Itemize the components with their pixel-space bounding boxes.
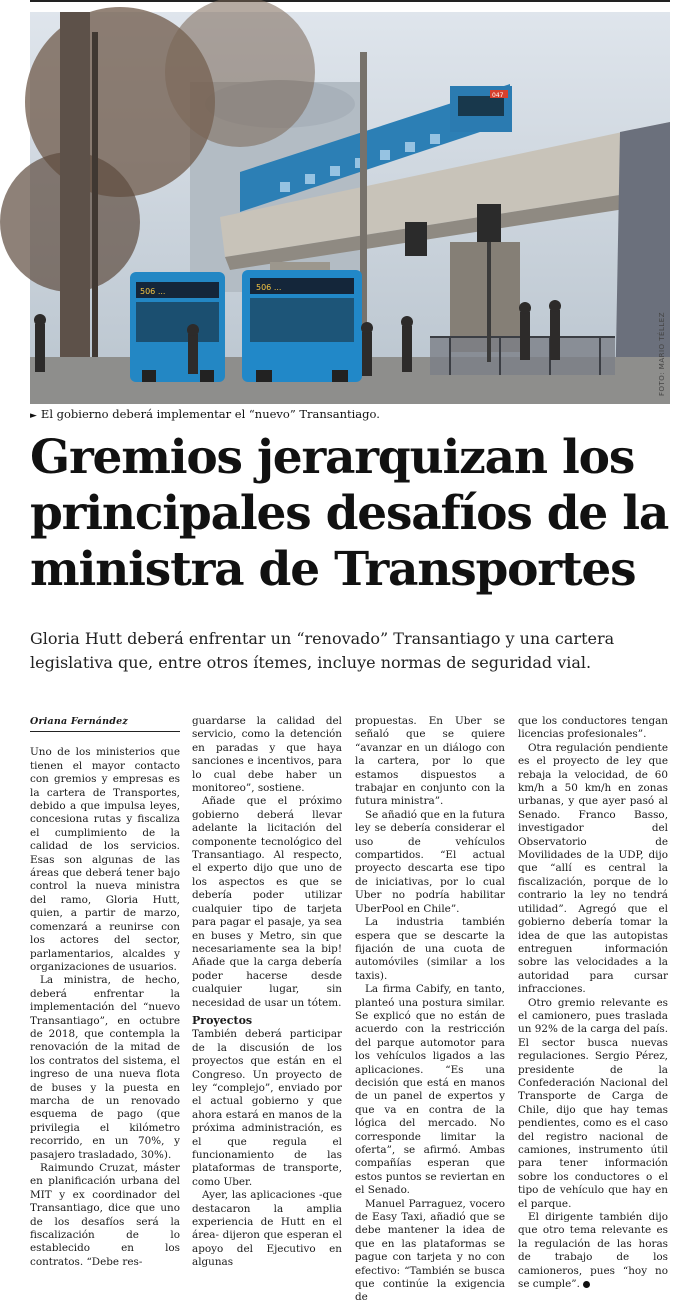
headline: Gremios jerarquizan los principales desafíos de la ministra de Transportes: [30, 430, 669, 597]
paragraph: Otro gremio relevante es el camionero, pues traslada un 92% de la carga del país. El sector busca nuevas regulaciones. Sergio Pérez, presidente de la Confederación Nacional del Transporte de Carga de Chile, dijo que hay temas pendientes, como es el caso del registro nacional de camiones, instrumento útil para tener información sobre los conductores o el tipo de vehículo que hay en el parque.: [518, 996, 668, 1210]
column-4: [518, 715, 668, 1291]
paragraph: que los conductores tengan licencias profesionales”.: [518, 715, 668, 741]
subtitle: Gloria Hutt deberá enfrentar un “renovado” Transantiago y una cartera legislativa que, entre otros ítemes, incluye normas de seguridad vial.: [30, 629, 615, 672]
paragraph: Manuel Parraguez, vocero de Easy Taxi, añadió que se debe mantener la idea de que en las plataformas se pague con tarjeta y no con efectivo: “También se busca que continúe la exigencia de: [355, 1197, 505, 1304]
paragraph: Ayer, las aplicaciones -que destacaron la amplia experiencia de Hutt en el área- dijeron que esperan el apoyo del Ejecutivo en algunas: [192, 1189, 342, 1269]
paragraph: La firma Cabify, en tanto, planteó una postura similar. Se explicó que no están de acuerdo con la restricción del parque automotor para los vehículos ligados a las aplicaciones. “Es una decisión que está en manos de un panel de expertos y que va en contra de la lógica del mercado. No corresponde limitar la oferta”, se afirmó. Ambas compañías esperan que estos puntos se reviertan en el Senado.: [355, 983, 505, 1197]
paragraph: La ministra, de hecho, deberá enfrentar la implementación del “nuevo Transantiago”, en octubre de 2018, que contempla la renovación de la mitad de los contratos del sistema, el ingreso de una nueva flota de buses y la puesta en marcha de un renovado esquema de pago (que privilegia el kilómetro recorrido, en un 70%, y pasajero trasladado, 30%).: [30, 974, 180, 1161]
paragraph-final: [518, 1211, 668, 1291]
photo-caption: [30, 407, 380, 421]
paragraph: La industria también espera que se descarte la fijación de una cuota de automóviles (similar a los taxis).: [355, 916, 505, 982]
paragraph: propuestas. En Uber se señaló que se quiere “avanzar en un diálogo con la cartera, por lo que estamos dispuestos a trabajar en conjunto con la futura ministra”.: [355, 715, 505, 808]
caption-marker-icon: ►: [30, 411, 37, 421]
paragraph: Añade que el próximo gobierno deberá llevar adelante la licitación del componente tecnológico del Transantiago. Al respecto, el experto dijo que uno de los aspectos es que se debería poder utilizar cualquier tipo de tarjeta para pagar el pasaje, ya sea en buses y Metro, sin que necesariamente sea la bip! Añade que la carga debería poder hacerse desde cualquier lugar, sin necesidad de usar un tótem.: [192, 795, 342, 1009]
paragraph: Se añadió que en la futura ley se debería considerar el uso de vehículos compartidos. “El actual proyecto descarta ese tipo de iniciativas, por lo cual Uber no podría habilitar UberPool en Chile”.: [355, 808, 505, 915]
paragraph: Otra regulación pendiente es el proyecto de ley que rebaja la velocidad, de 60 km/h a 50 km/h en zonas urbanas, y que ayer pasó al Senado. Franco Basso, investigador del Observatorio de Movilidades de la UDP, dijo que “allí es central la fiscalización, porque de lo contrario la ley no tendrá utilidad”. Agregó que el gobierno debería tomar la idea de que las autopistas entreguen información sobre las velocidades a la autoridad para cursar infracciones.: [518, 741, 668, 996]
news-photo: [30, 12, 670, 404]
photo-credit: FOTO: MARIO TÉLLEZ: [658, 312, 666, 396]
top-rule: [30, 0, 670, 2]
caption-text: El gobierno deberá implementar el “nuevo” Transantiago.: [40, 407, 380, 421]
end-mark-icon: [583, 1281, 590, 1288]
article-body: [30, 715, 670, 1304]
train-number: 047: [492, 92, 504, 99]
bus-sign-2: 506 ...: [256, 283, 282, 292]
paragraph-final-text: El dirigente también dijo que otro tema relevante es la regulación de las horas de trabajo de los camioneros, pues “hoy no se cumple”.: [518, 1211, 668, 1291]
section-subhead: Proyectos: [192, 1013, 253, 1027]
paragraph: Uno de los ministerios que tienen el mayor contacto con gremios y empresas es la cartera de Transportes, debido a que impulsa leyes, concesiona rutas y fiscaliza el cumplimiento de la calidad de los servicios. Esas son algunas de las áreas que deberá tener bajo control la nueva ministra del ramo, Gloria Hutt, quien, a partir de marzo, comenzará a reunirse con los actores del sector, parlamentarios, alcaldes y organizaciones de usuarios.: [30, 746, 180, 973]
column-1: [30, 715, 180, 1270]
column-2: [192, 715, 342, 1270]
paragraph: Raimundo Cruzat, máster en planificación urbana del MIT y ex coordinador del Transantiago, dice que uno de los desafíos será la fiscalización de lo establecido en los contratos. “Debe res-: [30, 1162, 180, 1268]
paragraph: guardarse la calidad del servicio, como la detención en paradas y que haya sanciones e incentivos, para lo cual debe haber un monitoreo”, sostiene.: [192, 715, 342, 795]
bus-sign-1: 506 ...: [140, 287, 166, 296]
photo-transantiago-icon: [30, 12, 670, 404]
column-3: [355, 715, 505, 1304]
byline: Oriana Fernández: [30, 715, 180, 732]
paragraph: También deberá participar de la discusión de los proyectos que están en el Congreso. Un proyecto de ley “complejo”, enviado por el actual gobierno y que ahora estará en manos de la próxima administración, es el que regula el funcionamiento de las plataformas de transporte, como Uber.: [192, 1028, 342, 1188]
